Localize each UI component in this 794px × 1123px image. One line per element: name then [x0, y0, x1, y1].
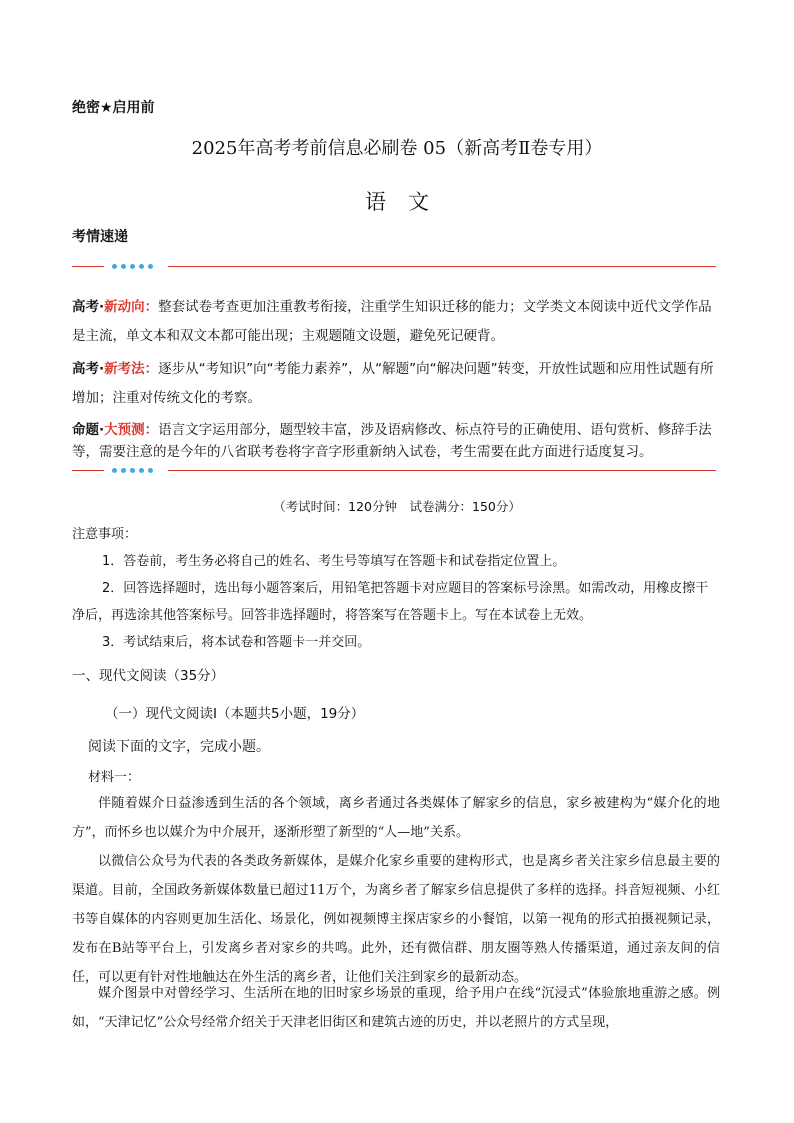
overview-item-label: 新考法： [104, 361, 159, 377]
body-paragraph: 伴随着媒介日益渗透到生活的各个领域，离乡者通过各类媒体了解家乡的信息，家乡被建构为“媒介化的地方”，而怀乡也以媒介为中介展开，逐渐形塑了新型的“人—地”关系。 [72, 796, 720, 840]
overview-item-prefix: 命题· [72, 422, 105, 438]
overview-item [72, 419, 720, 463]
overview-item [72, 355, 720, 413]
overview-item-text: 整套试卷考查更加注重教考衔接，注重学生知识迁移的能力；文学类文本阅读中近代文学作品是主流，单文本和双文本都可能出现；主观题随文设题，避免死记硬背。 [72, 299, 712, 344]
note-item: 3．考试结束后，将本试卷和答题卡一并交回。 [102, 635, 371, 650]
material-label: 材料一： [88, 770, 141, 785]
overview-item-text: 语言文字运用部分，题型较丰富，涉及语病修改、标点符号的正确使用、语句赏析、修辞手法等，需要注意的是今年的八省联考卷将字音字形重新纳入试卷，考生需要在此方面进行适度复习。 [72, 422, 712, 460]
overview-item-label: 新动向： [104, 299, 159, 315]
subject-title: 语文 [365, 190, 451, 214]
overview-item-prefix: 高考· [72, 361, 105, 377]
section-subtitle: （一）现代文阅读Ⅰ（本题共5小题，19分） [105, 706, 365, 722]
overview-item-label: 大预测： [104, 422, 159, 438]
body-paragraph: 媒介图景中对曾经学习、生活所在地的旧时家乡场景的重现，给予用户在线“沉浸式”体验旅地重游之感。例如，“天津记忆”公众号经常介绍关于天津老旧街区和建筑古迹的历史，并以老照片的方式呈现， [72, 986, 720, 1030]
exam-info: （考试时间：120分钟 试卷满分：150分） [273, 499, 521, 514]
reading-instruction: 阅读下面的文字，完成小题。 [88, 739, 270, 755]
page-title: 2025年高考考前信息必刷卷 05（新高考Ⅱ卷专用） [191, 138, 603, 159]
overview-item-text: 逐步从“考知识”向“考能力素养”，从“解题”向“解决问题”转变，开放性试题和应用性试题有所增加；注重对传统文化的考察。 [72, 361, 714, 406]
note-item: 2．回答选择题时，选出每小题答案后，用铅笔把答题卡对应题目的答案标号涂黑。如需改动，用橡皮擦干净后，再选涂其他答案标号。回答非选择题时，将答案写在答题卡上。写在本试卷上无效。 [72, 581, 709, 623]
overview-item [72, 293, 720, 351]
overview-item-prefix: 高考· [72, 299, 105, 315]
body-paragraph: 以微信公众号为代表的各类政务新媒体，是媒介化家乡重要的建构形式，也是离乡者关注家乡信息最主要的渠道。目前，全国政务新媒体数量已超过11万个，为离乡者了解家乡信息提供了多样的选择。抖音短视频、小红书等自媒体的内容则更加生活化、场景化，例如视频博主探店家乡的小餐馆，以第一视角的形式拍摄视频记录，发布在B站等平台上，引发离乡者对家乡的共鸣。此外，还有微信群、朋友圈等熟人传播渠道，通过亲友间的信任，可以更有针对性地触达在外生活的离乡者，让他们关注到家乡的最新动态。 [72, 854, 720, 985]
notes-heading: 注意事项： [72, 527, 138, 542]
confidential-label: 绝密★启用前 [72, 100, 155, 116]
note-item: 1．答卷前，考生务必将自己的姓名、考生号等填写在答题卡和试卷指定位置上。 [102, 554, 566, 569]
divider-bottom [72, 466, 716, 474]
divider-top [72, 262, 716, 270]
overview-heading: 考情速递 [72, 229, 128, 245]
section-title: 一、现代文阅读（35分） [72, 668, 225, 684]
